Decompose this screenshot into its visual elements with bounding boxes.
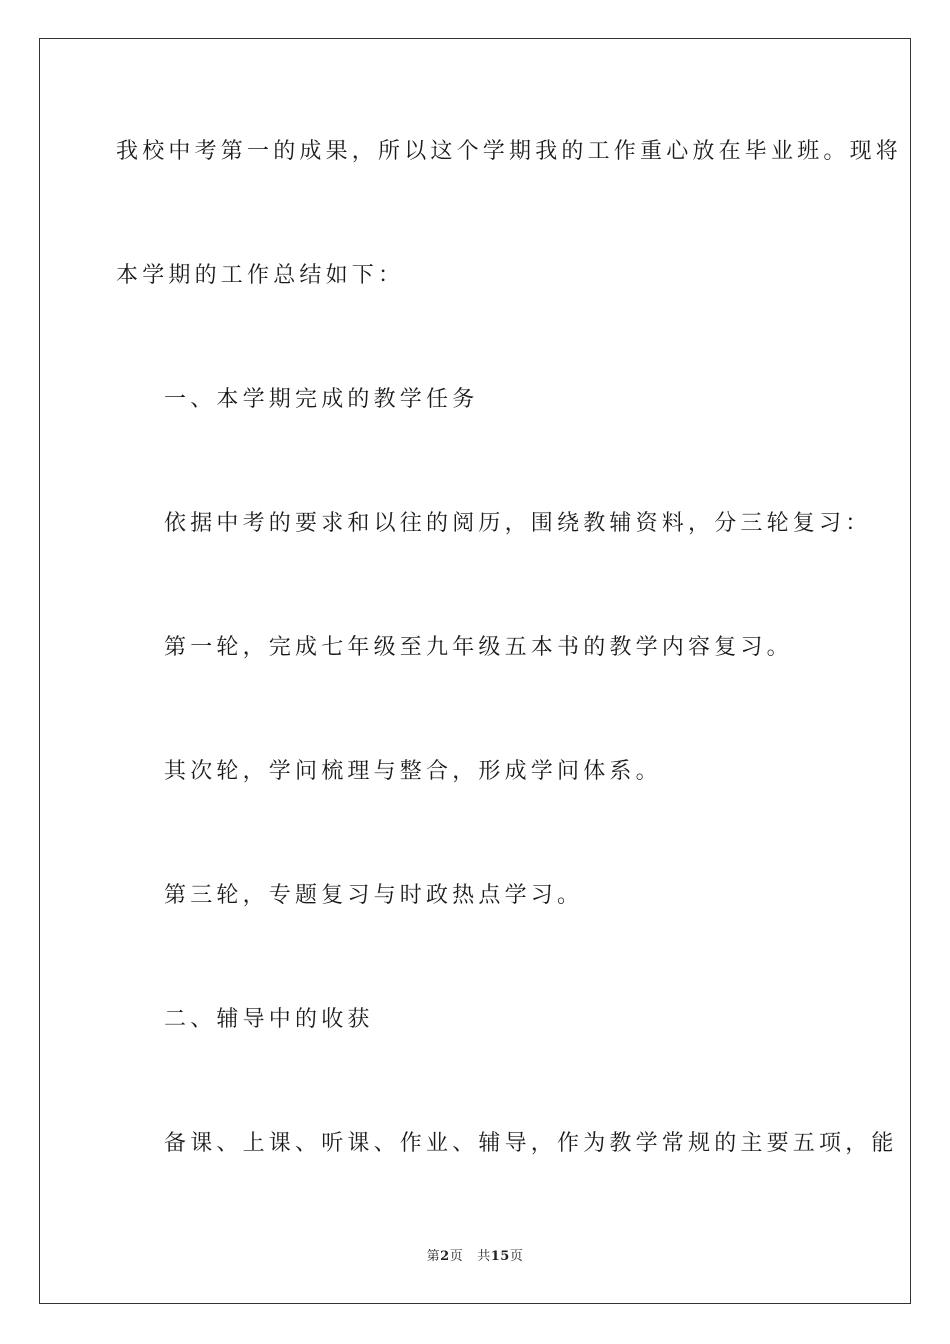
section-heading-2: 二、辅导中的收获 [164,1007,374,1032]
body-line-2: 本学期的工作总结如下： [116,263,405,288]
page-border [39,38,911,1304]
footer-page-number: 2 [440,1249,450,1264]
footer-total-unit: 页 [509,1249,524,1264]
footer-total-prefix: 共 [477,1249,491,1264]
body-line-3: 依据中考的要求和以往的阅历，围绕教辅资料，分三轮复习： [164,511,872,536]
footer-page-prefix: 第 [426,1249,441,1264]
section-heading-1: 一、本学期完成的教学任务 [164,387,479,412]
footer-total-number: 15 [490,1249,510,1264]
body-line-1: 我校中考第一的成果，所以这个学期我的工作重心放在毕业班。现将 [116,139,903,164]
body-line-4: 第一轮，完成七年级至九年级五本书的教学内容复习。 [164,635,793,660]
body-line-5: 其次轮，学问梳理与整合，形成学问体系。 [164,759,662,784]
page-footer [0,1248,950,1266]
body-line-6: 第三轮，专题复习与时政热点学习。 [164,883,584,908]
footer-page-unit: 页 [449,1249,464,1264]
body-line-7: 备课、上课、听课、作业、辅导，作为教学常规的主要五项，能 [164,1131,898,1156]
